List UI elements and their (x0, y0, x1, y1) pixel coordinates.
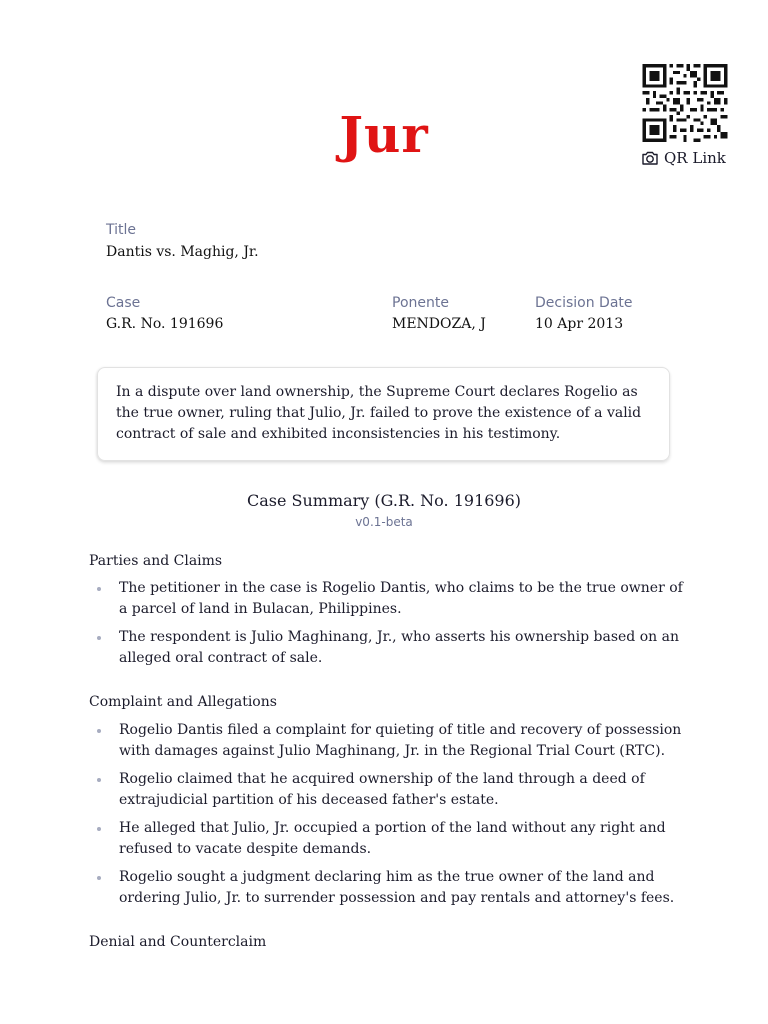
title-value: Dantis vs. Maghig, Jr. (106, 244, 259, 260)
section-title: Complaint and Allegations (89, 694, 277, 710)
title-label: Title (106, 222, 137, 238)
qr-code-icon[interactable] (642, 64, 728, 142)
qr-link-label: QR Link (664, 149, 726, 167)
ponente-value: MENDOZA, J (392, 316, 486, 332)
section-title: Parties and Claims (89, 553, 223, 569)
bullet-list (89, 720, 689, 916)
case-label: Case (106, 295, 141, 311)
bullet-list (89, 578, 689, 676)
decision-date-value: 10 Apr 2013 (535, 316, 624, 332)
qr-link[interactable] (640, 148, 726, 168)
list-item: The respondent is Julio Maghinang, Jr., who asserts his ownership based on an alleged oral contract of sale. (89, 627, 689, 669)
list-item: Rogelio sought a judgment declaring him as the true owner of the land and ordering Julio, Jr. to surrender possession and pay rentals and attorney's fees. (89, 867, 689, 909)
decision-date-label: Decision Date (535, 295, 633, 311)
case-value: G.R. No. 191696 (106, 316, 224, 332)
version-label: v0.1-beta (355, 515, 413, 529)
ponente-label: Ponente (392, 295, 449, 311)
brand-logo: Jur (339, 105, 429, 164)
list-item: The petitioner in the case is Rogelio Dantis, who claims to be the true owner of a parcel of land in Bulacan, Philippines. (89, 578, 689, 620)
section-title: Denial and Counterclaim (89, 934, 267, 950)
abstract-box: In a dispute over land ownership, the Supreme Court declares Rogelio as the true owner, ruling that Julio, Jr. failed to prove the existence of a valid contract of sale and exhibited inconsistencies in his testimony. (97, 367, 670, 461)
list-item: Rogelio claimed that he acquired ownership of the land through a deed of extrajudicial partition of his deceased father's estate. (89, 769, 689, 811)
camera-icon (640, 148, 660, 168)
list-item: He alleged that Julio, Jr. occupied a portion of the land without any right and refused to vacate despite demands. (89, 818, 689, 860)
list-item: Rogelio Dantis filed a complaint for quieting of title and recovery of possession with damages against Julio Maghinang, Jr. in the Regional Trial Court (RTC). (89, 720, 689, 762)
case-summary-heading: Case Summary (G.R. No. 191696) (246, 491, 522, 510)
